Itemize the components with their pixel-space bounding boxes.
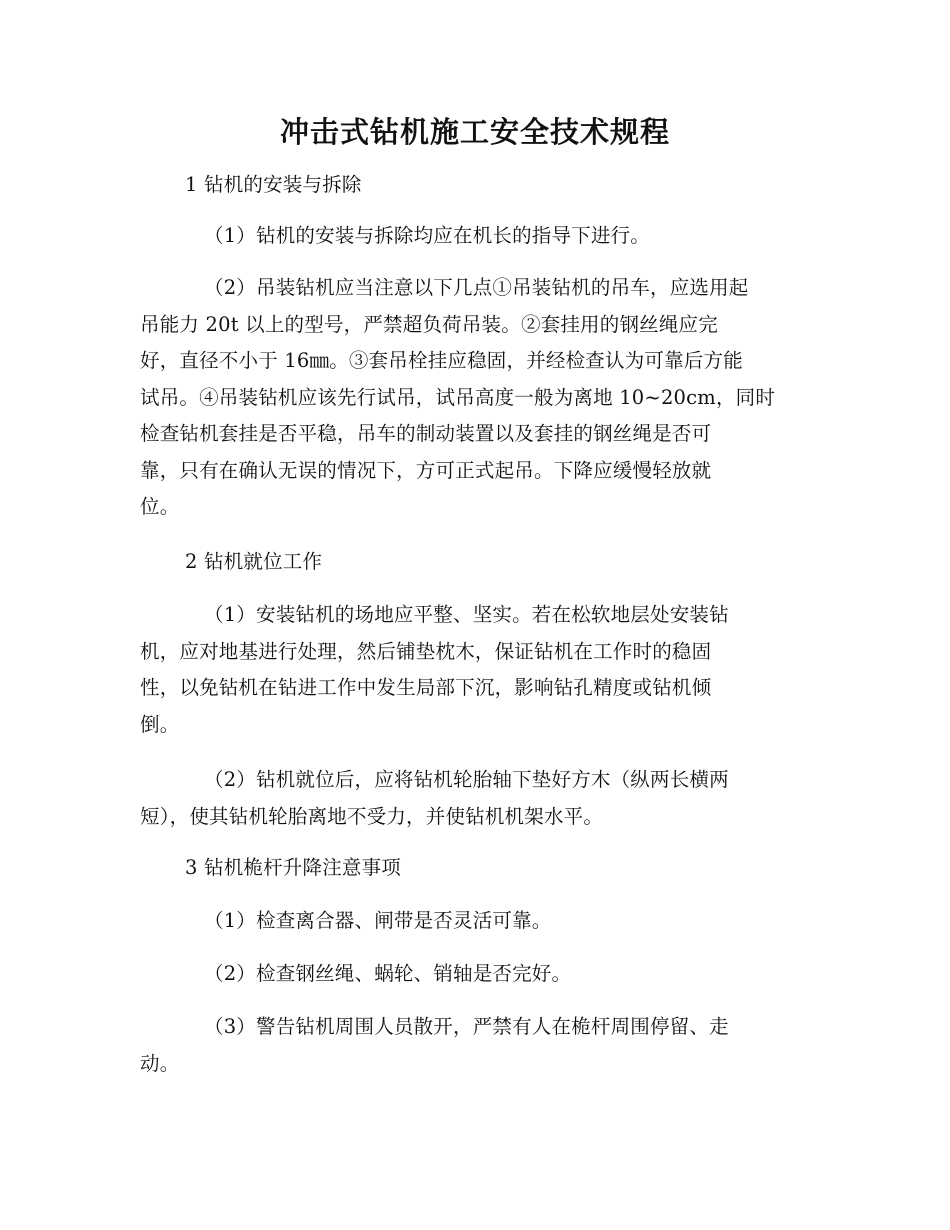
paragraph-2-1: [140, 597, 808, 743]
section-heading-text: 2 钻机就位工作: [185, 550, 323, 573]
paragraph-line: （1）安装钻机的场地应平整、坚实。若在松软地层处安装钻: [204, 603, 729, 626]
paragraph-line: 短），使其钻机轮胎离地不受力，并使钻机机架水平。: [140, 804, 604, 828]
paragraph-line: 吊能力 20t 以上的型号，严禁超负荷吊装。②套挂用的钢丝绳应完: [140, 312, 718, 336]
section-heading-text: 1 钻机的安装与拆除: [185, 173, 362, 196]
paragraph-2-2: [140, 762, 808, 835]
paragraph-line: （1）钻机的安装与拆除均应在机长的指导下进行。: [204, 224, 651, 247]
paragraph-line: 试吊。④吊装钻机应该先行试吊，试吊高度一般为离地 10~20cm，同时: [140, 385, 776, 409]
paragraph-3-3: [140, 1009, 808, 1082]
paragraph-line: 检查钻机套挂是否平稳，吊车的制动装置以及套挂的钢丝绳是否可: [140, 422, 712, 445]
paragraph-3-1: [140, 903, 808, 940]
paragraph-line: 动。: [140, 1051, 180, 1075]
paragraph-line: 机，应对地基进行处理，然后铺垫枕木，保证钻机在工作时的稳固: [140, 639, 712, 663]
paragraph-3-2: [140, 956, 808, 993]
paragraph-1-2: [140, 270, 808, 526]
paragraph-line: 好，直径不小于 16㎜。③套吊栓挂应稳固，并经检查认为可靠后方能: [140, 349, 743, 372]
paragraph-line: （2）钻机就位后，应将钻机轮胎轴下垫好方木（纵两长横两: [204, 768, 729, 791]
section-heading-2: [140, 544, 808, 581]
paragraph-line: 性，以免钻机在钻进工作中发生局部下沉，影响钻孔精度或钻机倾: [140, 676, 712, 699]
paragraph-line: （2）检查钢丝绳、蜗轮、销轴是否完好。: [204, 962, 572, 985]
paragraph-line: （2）吊装钻机应当注意以下几点①吊装钻机的吊车，应选用起: [204, 276, 749, 299]
paragraph-1-1: [140, 218, 808, 255]
paragraph-line: 倒。: [140, 712, 180, 736]
section-heading-text: 3 钻机桅杆升降注意事项: [185, 856, 402, 879]
paragraph-line: 靠，只有在确认无误的情况下，方可正式起吊。下降应缓慢轻放就: [140, 458, 712, 482]
paragraph-line: （1）检查离合器、闸带是否灵活可靠。: [204, 909, 552, 932]
section-heading-1: [140, 167, 808, 204]
paragraph-line: 位。: [140, 495, 180, 518]
section-heading-3: [140, 850, 808, 887]
paragraph-line: （3）警告钻机周围人员散开，严禁有人在桅杆周围停留、走: [204, 1015, 729, 1038]
page-title: 冲击式钻机施工安全技术规程: [279, 115, 670, 149]
